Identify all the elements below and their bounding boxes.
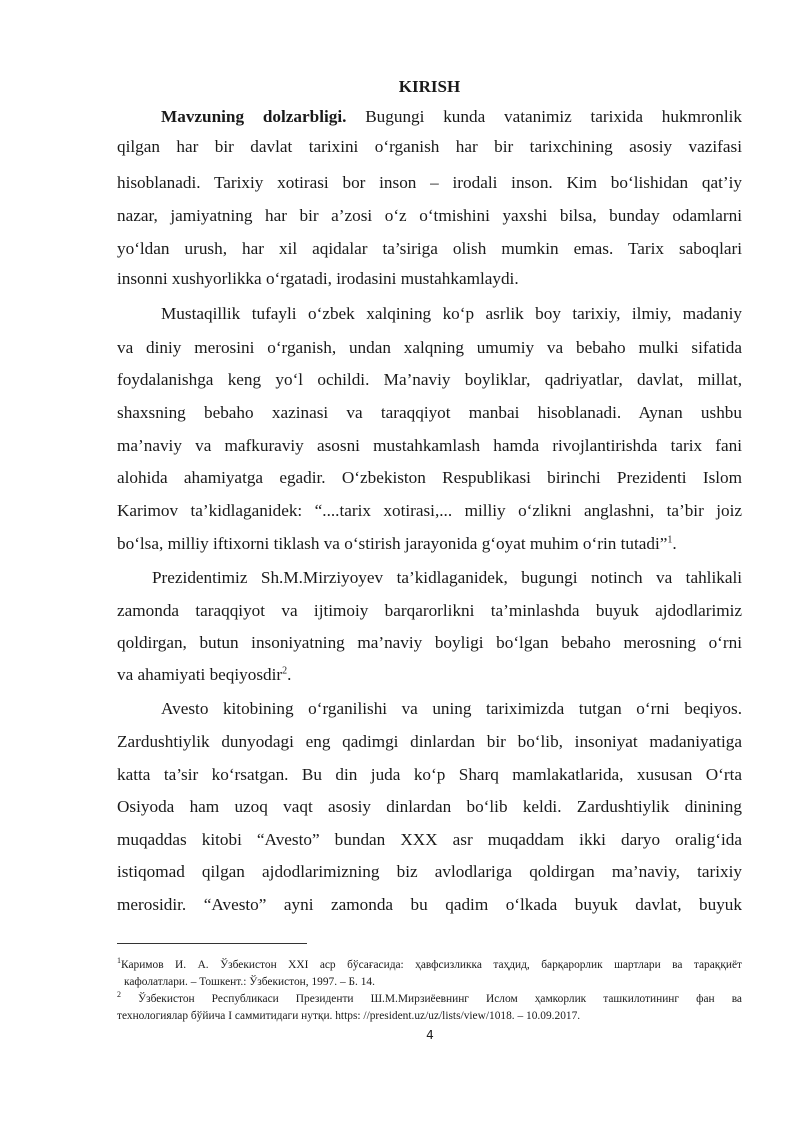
footnote-2-cont: технологиялар бўйича I саммитидаги нутқи. https: //president.uz/uz/lists/view/1018. – 10.09.2017. <box>117 1010 581 1022</box>
paragraph-line: Avesto kitobining o‘rganilishi va uning tariximizda tutgan o‘rni beqiyos. <box>161 699 742 718</box>
footnote-2: $^2$ Ўзбекистон Республикаси Президенти Ш.М.Мирзиёевнинг Ислом ҳамкорлик ташкилотининг фан ва <box>117 990 742 1005</box>
paragraph-line: qilgan har bir davlat tarixini o‘rganish har bir tarixchining asosiy vazifasi <box>117 137 742 156</box>
footnote-separator <box>117 943 307 944</box>
paragraph-line: nazar, jamiyatning har bir a’zosi o‘z o‘tmishini yaxshi bilsa, bunday odamlarni <box>117 206 742 225</box>
paragraph-line: Karimov ta’kidlaganidek: “....tarix xotirasi,... milliy o‘zlikni anglashni, ta’bir joiz <box>117 501 742 520</box>
paragraph-line: alohida ahamiyatga egadir. O‘zbekiston Respublikasi birinchi Prezidenti Islom <box>117 468 742 487</box>
paragraph-line: hisoblanadi. Tarixiy xotirasi bor inson – irodali inson. Kim bo‘lishidan qat’iy <box>117 173 742 192</box>
footnote-number: 2 <box>117 990 121 1000</box>
paragraph-line: va diniy merosini o‘rganish, undan xalqning umumiy va bebaho mulki sifatida <box>117 338 742 357</box>
footnote-1: $^1$Каримов И. А. Ўзбекистон XXI аср бўсағасида: ҳавфсизликка таҳдид, барқарорлик шартлари ва тараққиёт <box>117 956 742 971</box>
paragraph-line: Mustaqillik tufayli o‘zbek xalqining ko‘p asrlik boy tarixiy, ilmiy, madaniy <box>161 304 742 323</box>
paragraph-line: zamonda taraqqiyot va ijtimoiy barqarorlikni ta’minlashda buyuk ajdodlarimiz <box>117 601 742 620</box>
footnote-ref: 1 <box>667 534 673 546</box>
paragraph-line: Zardushtiylik dunyodagi eng qadimgi dinlardan bir bo‘lib, insoniyat madaniyatiga <box>117 732 742 751</box>
paragraph-line: ma’naviy va mafkuraviy asosni mustahkamlash hamda rivojlantirishda tarix fani <box>117 436 742 455</box>
paragraph-line: shaxsning bebaho xazinasi va taraqqiyot manbai hisoblanadi. Aynan ushbu <box>117 403 742 422</box>
footnote-number: 1 <box>117 956 121 966</box>
paragraph-line: katta ta’sir ko‘rsatgan. Bu din juda ko‘p Sharq mamlakatlarida, xususan O‘rta <box>117 765 742 784</box>
footnote-1-cont: кафолатлари. – Тошкент.: Ўзбекистон, 1997. – Б. 14. <box>124 976 375 988</box>
paragraph-line: Osiyoda ham uzoq vaqt asosiy dinlardan bo‘lib keldi. Zardushtiylik dinining <box>117 797 742 816</box>
footnote-ref: 2 <box>282 665 288 677</box>
paragraph-line: va ahamiyati beqiyosdir$^2$. <box>117 665 292 684</box>
paragraph-line: Mavzuning dolzarbligi. Bugungi kunda vatanimiz tarixida hukmronlik <box>161 107 742 126</box>
bold-lead: Mavzuning dolzarbligi. <box>161 107 347 126</box>
paragraph-line: Prezidentimiz Sh.M.Mirziyoyev ta’kidlaganidek, bugungi notinch va tahlikali <box>152 568 742 587</box>
paragraph-line: muqaddas kitobi “Avesto” bundan XXX asr muqaddam ikki daryo oralig‘ida <box>117 830 742 849</box>
paragraph-line: foydalanishga keng yo‘l ochildi. Ma’naviy boyliklar, qadriyatlar, davlat, millat, <box>117 370 742 389</box>
paragraph-line: bo‘lsa, milliy iftixorni tiklash va o‘stirish jarayonida g‘oyat muhim o‘rin tutadi”$^1$. <box>117 534 677 553</box>
paragraph-line: qoldirgan, butun insoniyatning ma’naviy boyligi bo‘lgan bebaho merosning o‘rni <box>117 633 742 652</box>
page-number: 4 <box>426 1028 434 1042</box>
paragraph-line: yo‘ldan urush, har xil aqidalar ta’siriga olish mumkin emas. Tarix saboqlari <box>117 239 742 258</box>
paragraph-line: insonni xushyorlikka o‘rgatadi, irodasini mustahkamlaydi. <box>117 269 519 288</box>
page-title: KIRISH <box>398 77 461 96</box>
paragraph-line: merosidir. “Avesto” ayni zamonda bu qadim o‘lkada buyuk davlat, buyuk <box>117 895 742 914</box>
paragraph-line: istiqomad qilgan ajdodlarimizning biz avlodlariga qoldirgan ma’naviy, tarixiy <box>117 862 742 881</box>
